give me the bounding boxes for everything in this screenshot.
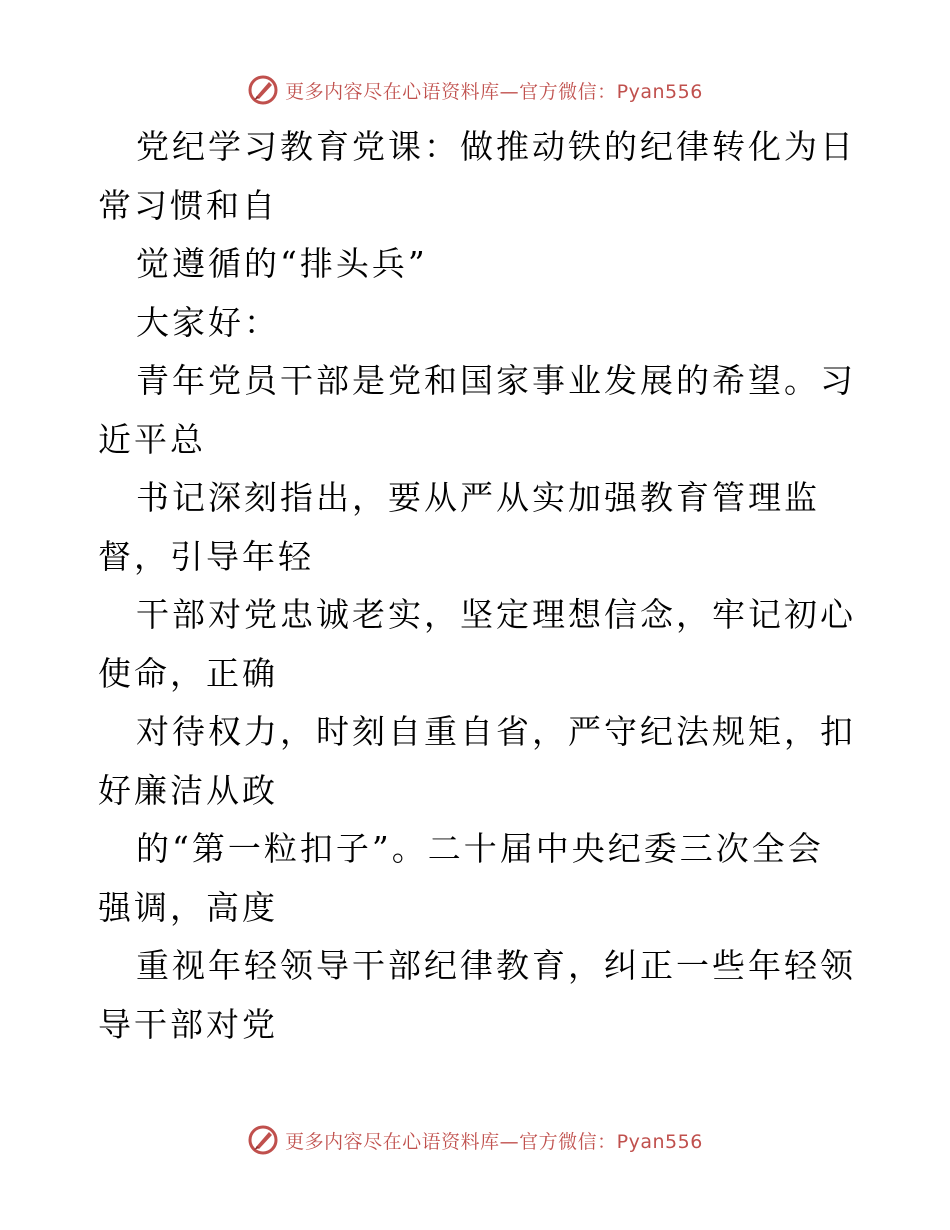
quill-logo-icon (247, 1124, 279, 1156)
paragraph-body-5: 的“第一粒扣子”。二十届中央纪委三次全会强调，高度 (98, 829, 824, 927)
paragraph-body-4: 对待权力，时刻自重自省，严守纪法规矩，扣好廉洁从政 (98, 712, 856, 810)
watermark-text: 更多内容尽在心语资料库—官方微信：Pyan556 (285, 80, 703, 103)
paragraph-title: 党纪学习教育党课：做推动铁的纪律转化为日常习惯和自 (98, 127, 856, 225)
paragraph-greeting: 大家好： (136, 302, 280, 342)
footer-watermark (0, 1120, 950, 1160)
quill-logo-icon (247, 74, 279, 106)
paragraph-title-cont: 觉遵循的“排头兵” (136, 244, 428, 283)
paragraph-body-1: 青年党员干部是党和国家事业发展的希望。习近平总 (98, 361, 856, 459)
paragraph-body-6: 重视年轻领导干部纪律教育，纠正一些年轻领导干部对党 (98, 946, 856, 1044)
paragraph-body-2: 书记深刻指出，要从严从实加强教育管理监督，引导年轻 (98, 478, 820, 576)
header-watermark (0, 70, 950, 110)
document-body (98, 118, 858, 1054)
watermark-text: 更多内容尽在心语资料库—官方微信：Pyan556 (285, 1130, 703, 1153)
paragraph-body-3: 干部对党忠诚老实，坚定理想信念，牢记初心使命，正确 (98, 595, 856, 693)
